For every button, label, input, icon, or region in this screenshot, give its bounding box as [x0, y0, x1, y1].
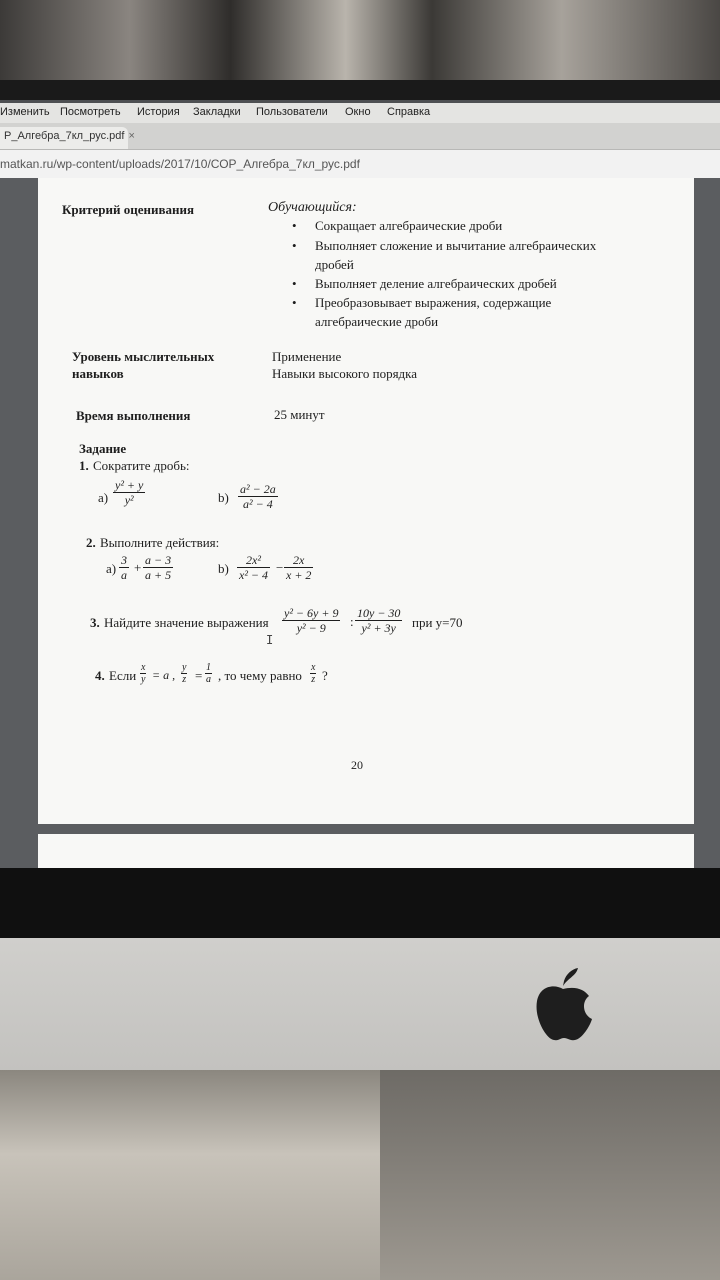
- address-bar[interactable]: [0, 150, 720, 179]
- task2-number: 2.: [86, 535, 96, 550]
- task4-question: ?: [322, 668, 328, 683]
- task3-fraction-2: [355, 606, 402, 635]
- time-value: 25 минут: [274, 407, 325, 422]
- task1-text: Сократите дробь:: [93, 458, 190, 473]
- bullet-icon: •: [292, 276, 297, 291]
- menu-bar: [0, 103, 720, 123]
- task3-fraction-1: [282, 606, 340, 635]
- fraction-numerator: a − 3: [145, 553, 172, 567]
- menu-item-users[interactable]: Пользователи: [256, 106, 328, 118]
- criterion-1: Сокращает алгебраические дроби: [315, 218, 503, 233]
- fraction-denominator: z: [311, 674, 316, 685]
- time-label: Время выполнения: [76, 408, 191, 423]
- pdf-next-page: [38, 834, 694, 870]
- learner-label: Обучающийся:: [268, 200, 357, 215]
- tab-close-icon[interactable]: ×: [128, 130, 135, 142]
- task4-fraction-4: [310, 662, 316, 685]
- fraction-denominator: a² − 4: [243, 497, 273, 511]
- task4-eq-1: = a ,: [152, 668, 176, 682]
- menu-item-edit[interactable]: Изменить: [0, 106, 50, 118]
- task2-text: Выполните действия:: [100, 535, 220, 550]
- monitor-chin: [0, 938, 720, 1070]
- fraction-denominator: x + 2: [286, 568, 312, 582]
- monitor-bezel-bottom: [0, 868, 720, 938]
- task4-text-1: Если: [109, 668, 137, 683]
- task4-eq-2: =: [195, 668, 203, 683]
- monitor-stand: [380, 1070, 720, 1280]
- task2-minus: −: [276, 560, 284, 575]
- fraction-numerator: 3: [121, 553, 127, 567]
- task3-tail: при y=70: [412, 615, 463, 630]
- criterion-3: Выполняет деление алгебраических дробей: [315, 276, 557, 291]
- fraction-numerator: y: [182, 662, 187, 673]
- criterion-2-cont: дробей: [315, 257, 354, 272]
- bullet-icon: •: [292, 238, 297, 253]
- task2-plus: +: [134, 560, 142, 575]
- task2-b-label: b): [218, 561, 229, 576]
- task4-fraction-2: [181, 662, 187, 685]
- url-text: matkan.ru/wp-content/uploads/2017/10/СОР_Алгебра_7кл_рус.pdf: [0, 157, 360, 171]
- tab-bar: [0, 123, 720, 150]
- task2-fraction-2: [143, 553, 173, 582]
- fraction-numerator: 2x²: [237, 553, 270, 568]
- fraction-denominator: z: [182, 674, 187, 685]
- page-number: 20: [351, 758, 363, 772]
- task1-b-fraction: [238, 482, 278, 511]
- task3-text: Найдите значение выражения: [104, 615, 269, 630]
- fraction-numerator: 2x: [284, 553, 313, 568]
- fraction-denominator: x² − 4: [239, 568, 269, 582]
- fraction-denominator: y: [141, 674, 146, 685]
- fraction-numerator: y² − 6y + 9: [284, 606, 339, 620]
- level-label-cont: навыков: [72, 366, 124, 381]
- task2-a-label: a): [106, 561, 117, 576]
- apple-logo-icon: [528, 964, 598, 1044]
- menu-item-view[interactable]: Посмотреть: [60, 106, 121, 118]
- task2-fraction-4: [284, 553, 313, 582]
- task1-a-fraction: [113, 478, 145, 507]
- criterion-4-cont: алгебраические дроби: [315, 314, 439, 329]
- tab-pdf[interactable]: [0, 127, 135, 149]
- task1-b-label: b): [218, 490, 229, 505]
- fraction-denominator: y² − 9: [296, 621, 326, 635]
- menu-item-history[interactable]: История: [137, 106, 180, 118]
- task2-fraction-3: [237, 553, 270, 582]
- fraction-denominator: y²: [124, 493, 134, 507]
- fraction-numerator: y² + y: [115, 478, 144, 492]
- task4-fraction-3: [205, 662, 212, 685]
- fraction-numerator: 1: [206, 662, 211, 673]
- text-cursor-icon: I: [266, 633, 274, 647]
- level-value: Применение: [272, 349, 342, 364]
- task4-number: 4.: [95, 668, 105, 683]
- criterion-2: Выполняет сложение и вычитание алгебраических: [315, 238, 597, 253]
- criterion-4: Преобразовывает выражения, содержащие: [315, 295, 552, 310]
- task2-fraction-1: [119, 553, 129, 582]
- task-heading: Задание: [79, 441, 127, 456]
- fraction-denominator: a: [206, 674, 211, 685]
- menu-item-help[interactable]: Справка: [387, 106, 431, 118]
- task3-number: 3.: [90, 615, 100, 630]
- fraction-numerator: x: [311, 662, 316, 673]
- fraction-numerator: a² − 2a: [240, 482, 276, 496]
- level-label: Уровень мыслительных: [72, 349, 215, 364]
- fraction-denominator: y² + 3y: [361, 621, 396, 635]
- fraction-denominator: a + 5: [145, 568, 172, 582]
- fraction-denominator: a: [121, 568, 127, 582]
- tab-label: P_Алгебра_7кл_рус.pdf: [4, 130, 125, 142]
- criteria-label: Критерий оценивания: [62, 202, 195, 217]
- level-value-cont: Навыки высокого порядка: [272, 366, 418, 381]
- task4-fraction-1: [140, 662, 146, 685]
- task4-text-2: , то чему равно: [218, 668, 302, 683]
- menu-item-bookmarks[interactable]: Закладки: [193, 106, 241, 118]
- task1-number: 1.: [79, 458, 89, 473]
- task3-divide: :: [350, 614, 354, 629]
- task1-a-label: a): [98, 490, 109, 505]
- bullet-icon: •: [292, 218, 297, 233]
- bullet-icon: •: [292, 295, 297, 310]
- fraction-numerator: x: [141, 662, 146, 673]
- menu-item-window[interactable]: Окно: [345, 106, 371, 118]
- fraction-numerator: 10y − 30: [357, 606, 401, 620]
